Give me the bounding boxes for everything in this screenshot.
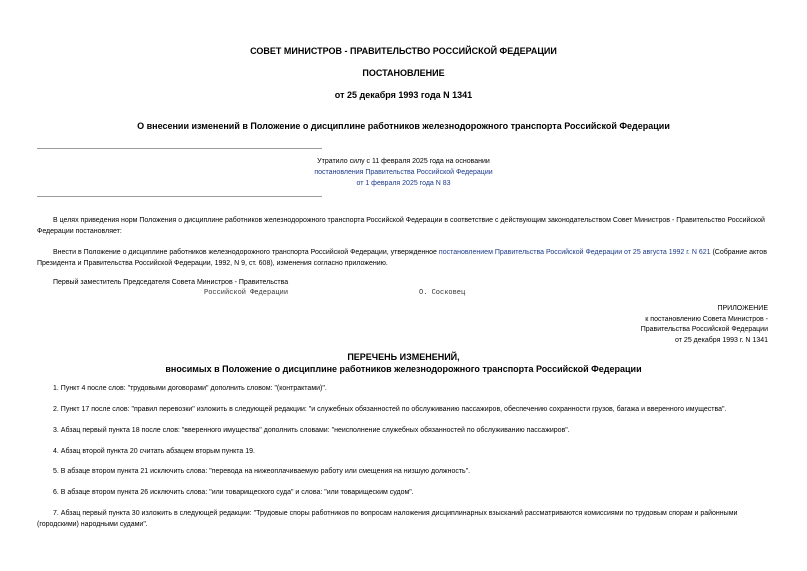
decree-link[interactable]: постановлением Правительства Российской Федерации от 25 августа 1992 г. N 621: [438, 249, 711, 256]
appendix-line-2: Правительства Российской Федерации: [640, 326, 768, 334]
document-type: ПОСТАНОВЛЕНИЕ: [362, 68, 445, 78]
change-item-6: 6. В абзаце втором пункта 26 исключить слова: "или товарищеского суда" и слова: "или товарищеским судом".: [53, 489, 414, 496]
appendix-block: [641, 304, 768, 347]
status-link-date[interactable]: от 1 февраля 2025 года N 83: [356, 180, 451, 187]
preamble-paragraph: В целях приведения норм Положения о дисциплине работников железнодорожного транспорта Российской Федерации в соответствие с действующим законодательством Совет Министров - Правительство Российской Федерации постановляет:: [37, 217, 765, 235]
appendix-line-3: от 25 декабря 1993 г. N 1341: [675, 337, 768, 345]
status-link-decree[interactable]: постановления Правительства Российской Федерации: [314, 169, 493, 176]
changes-subtitle: вносимых в Положение о дисциплине работников железнодорожного транспорта Российской Федерации: [165, 364, 642, 374]
decree-text-before: Внести в Положение о дисциплине работников железнодорожного транспорта Российской Федерации, утвержденное: [53, 249, 439, 256]
signature-position: Первый заместитель Председателя Совета Министров - Правительства: [53, 279, 289, 286]
decree-text-after: (Собрание актов Президента и Правительства Российской Федерации, 1992, N 9, ст. 608), изменения согласно приложению.: [37, 249, 767, 267]
change-item-1: 1. Пункт 4 после слов: "трудовыми договорами" дополнить словом: "(контрактами)".: [53, 385, 327, 392]
change-item-2: 2. Пункт 17 после слов: "правил перевозки" изложить в следующей редакции: "и служебных обязанностей по обслуживанию пассажиров, обеспечению сохранности грузов, багажа и вверенного имущества".: [53, 406, 727, 413]
change-item-3: 3. Абзац первый пункта 18 после слов: "вверенного имущества" дополнить словами: "неисполнение служебных обязанностей по обслуживанию пассажиров".: [53, 427, 570, 434]
decree-paragraph: [37, 247, 768, 269]
divider-bottom: [37, 196, 322, 197]
change-item-4: 4. Абзац второй пункта 20 считать абзацем вторым пункта 19.: [53, 448, 255, 455]
status-text: Утратило силу с 11 февраля 2025 года на основании: [317, 158, 490, 165]
document-date-number: от 25 декабря 1993 года N 1341: [334, 90, 473, 100]
appendix-label: ПРИЛОЖЕНИЕ: [717, 305, 768, 312]
document-title: О внесении изменений в Положение о дисциплине работников железнодорожного транспорта Российской Федерации: [137, 121, 670, 131]
signature-name: О. Сосковец: [419, 289, 466, 297]
change-item-7: 7. Абзац первый пункта 30 изложить в следующей редакции: "Трудовые споры работников по вопросам наложения дисциплинарных взысканий рассматриваются комиссиями по трудовым спорам и районными (городскими) народными судами".: [37, 510, 738, 528]
issuing-authority: СОВЕТ МИНИСТРОВ - ПРАВИТЕЛЬСТВО РОССИЙСКОЙ ФЕДЕРАЦИИ: [250, 46, 557, 56]
change-item-5: 5. В абзаце втором пункта 21 исключить слова: "перевода на нижеоплачиваемую работу или смещения на низшую должность".: [53, 468, 471, 475]
appendix-line-1: к постановлению Совета Министров -: [645, 315, 768, 323]
divider-top: [37, 148, 322, 149]
signature-position-line2: Российской Федерации: [204, 289, 289, 297]
changes-title: ПЕРЕЧЕНЬ ИЗМЕНЕНИЙ,: [347, 352, 460, 362]
